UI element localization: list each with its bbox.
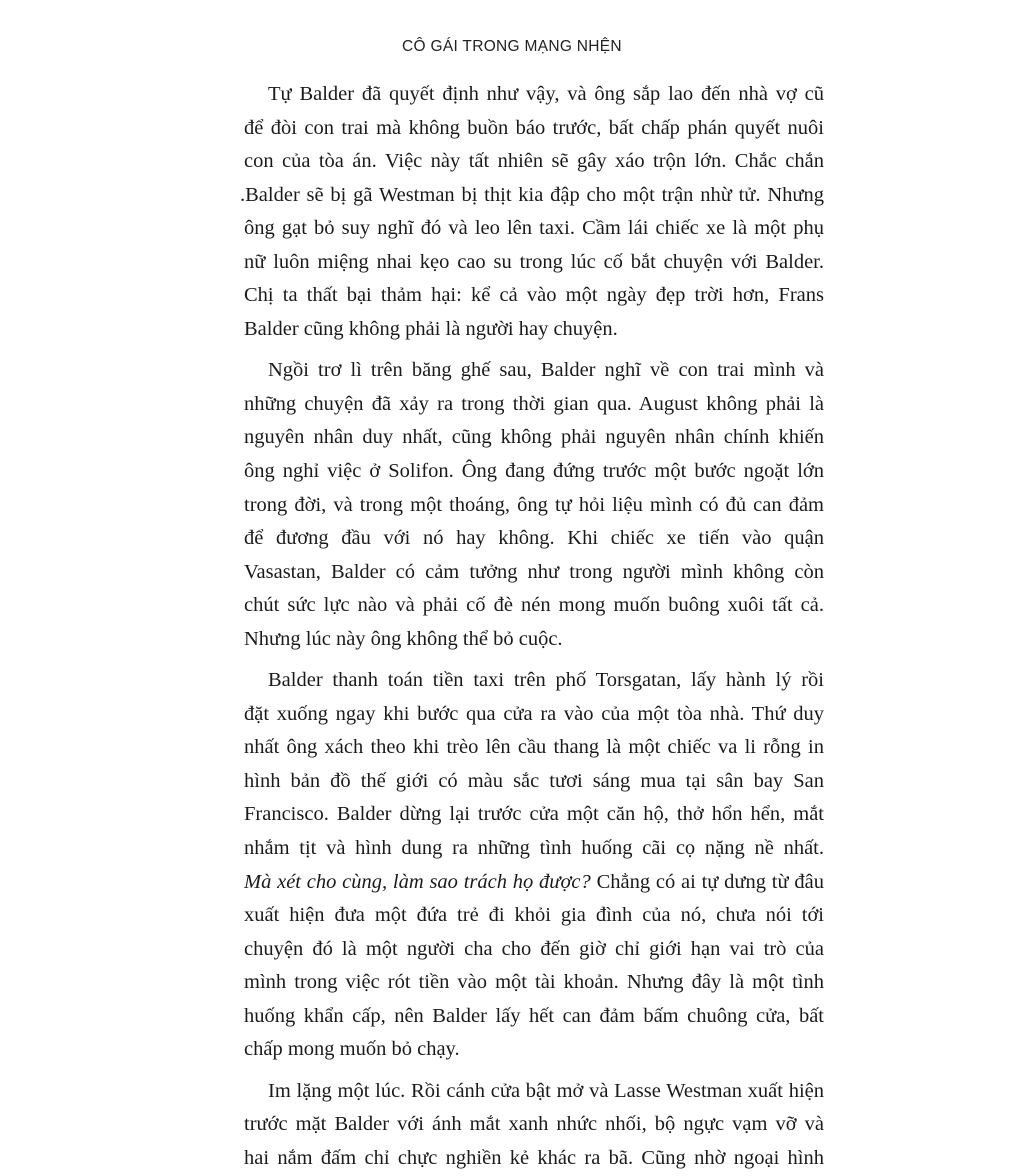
text-line: những chuyện đã xảy ra trong thời gian qua. August không phải là xyxy=(244,392,824,415)
text-line: Ngồi trơ lì trên băng ghế sau, Balder nghĩ về con trai mình và xyxy=(268,359,824,382)
text-line: để đương đầu với nó hay không. Khi chiếc xe tiến vào quận xyxy=(244,527,824,550)
text-line: Balder cũng không phải là người hay chuyện. xyxy=(244,317,618,340)
text-line: chuyện đó là một người cha cho đến giờ chỉ giới hạn vai trò của xyxy=(244,937,824,960)
text-line: Nhưng lúc này ông không thể bỏ cuộc. xyxy=(244,627,563,650)
text-line: nữ luôn miệng nhai kẹo cao su trong lúc cố bắt chuyện với Balder. xyxy=(244,250,824,273)
body-text xyxy=(240,78,824,1176)
text-line: nguyên nhân duy nhất, cũng không phải nguyên nhân chính khiến xyxy=(244,426,824,449)
text-line: .Balder sẽ bị gã Westman bị thịt kia đập cho một trận nhừ tử. Nhưng xyxy=(240,183,824,206)
text-line: chút sức lực nào và phải cố đè nén mong muốn buông xuôi tất cả. xyxy=(244,594,824,617)
text-line: nhắm tịt và hình dung ra những tình huống cãi cọ nặng nề nhất. xyxy=(244,837,824,860)
text-line: mình trong việc rót tiền vào một tài khoản. Nhưng đây là một tình xyxy=(244,971,824,994)
text-line: con của tòa án. Việc này tất nhiên sẽ gây xáo trộn lớn. Chắc chắn xyxy=(244,150,824,173)
text-line: Chị ta thất bại thảm hại: kể cả vào một ngày đẹp trời hơn, Frans xyxy=(244,284,824,307)
paragraph-3 xyxy=(244,664,824,1067)
text-line: Tự Balder đã quyết định như vậy, và ông sắp lao đến nhà vợ cũ xyxy=(268,83,824,105)
text-line: xuất hiện đưa một đứa trẻ đi khỏi gia đình của nó, chưa nói tới xyxy=(244,904,824,927)
text-line: Im lặng một lúc. Rồi cánh cửa bật mở và Lasse Westman xuất hiện xyxy=(268,1079,824,1102)
text-line: trước mặt Balder với ánh mắt xanh nhức nhối, bộ ngực vạm vỡ và xyxy=(244,1113,824,1136)
running-head: CÔ GÁI TRONG MẠNG NHỆN xyxy=(402,38,622,55)
text-line: hình bản đồ thế giới có màu sắc tươi sáng mua tại sân bay San xyxy=(244,769,824,792)
text-line: Francisco. Balder dừng lại trước cửa một căn hộ, thở hổn hển, mắt xyxy=(244,803,824,826)
text-line: huống khẩn cấp, nên Balder lấy hết can đảm bấm chuông cửa, bất xyxy=(244,1004,824,1027)
paragraph-2 xyxy=(244,354,824,656)
text-line: trong đời, và trong một thoáng, ông tự hỏi liệu mình có đủ can đảm xyxy=(244,493,824,516)
text-line: Balder thanh toán tiền taxi trên phố Torsgatan, lấy hành lý rồi xyxy=(268,669,824,692)
text-fragment: Chẳng có ai tự dưng từ đâu xyxy=(590,870,824,893)
paragraph-4 xyxy=(244,1075,824,1176)
text-line: nhất ông xách theo khi trèo lên cầu thang là một chiếc va li rỗng in xyxy=(244,736,824,759)
text-line: chấp mong muốn bỏ chạy. xyxy=(244,1038,460,1061)
text-line: ông gạt bỏ suy nghĩ đó và leo lên taxi. Cầm lái chiếc xe là một phụ xyxy=(244,217,824,240)
text-line: Vasastan, Balder có cảm tưởng như trong người mình không còn xyxy=(244,560,824,583)
text-line: ông nghỉ việc ở Solifon. Ông đang đứng trước một bước ngoặt lớn xyxy=(244,460,824,483)
text-line: để đòi con trai mà không buồn báo trước, bất chấp phán quyết nuôi xyxy=(244,116,824,139)
italic-phrase: Mà xét cho cùng, làm sao trách họ được? xyxy=(244,870,591,893)
text-line-mixed xyxy=(244,866,824,900)
paragraph-1 xyxy=(240,78,824,346)
text-line: hai nắm đấm chỉ chực nghiền kẻ khác ra bã. Cũng nhờ ngoại hình xyxy=(244,1146,824,1169)
text-line: đặt xuống ngay khi bước qua cửa ra vào của một tòa nhà. Thứ duy xyxy=(244,702,824,725)
